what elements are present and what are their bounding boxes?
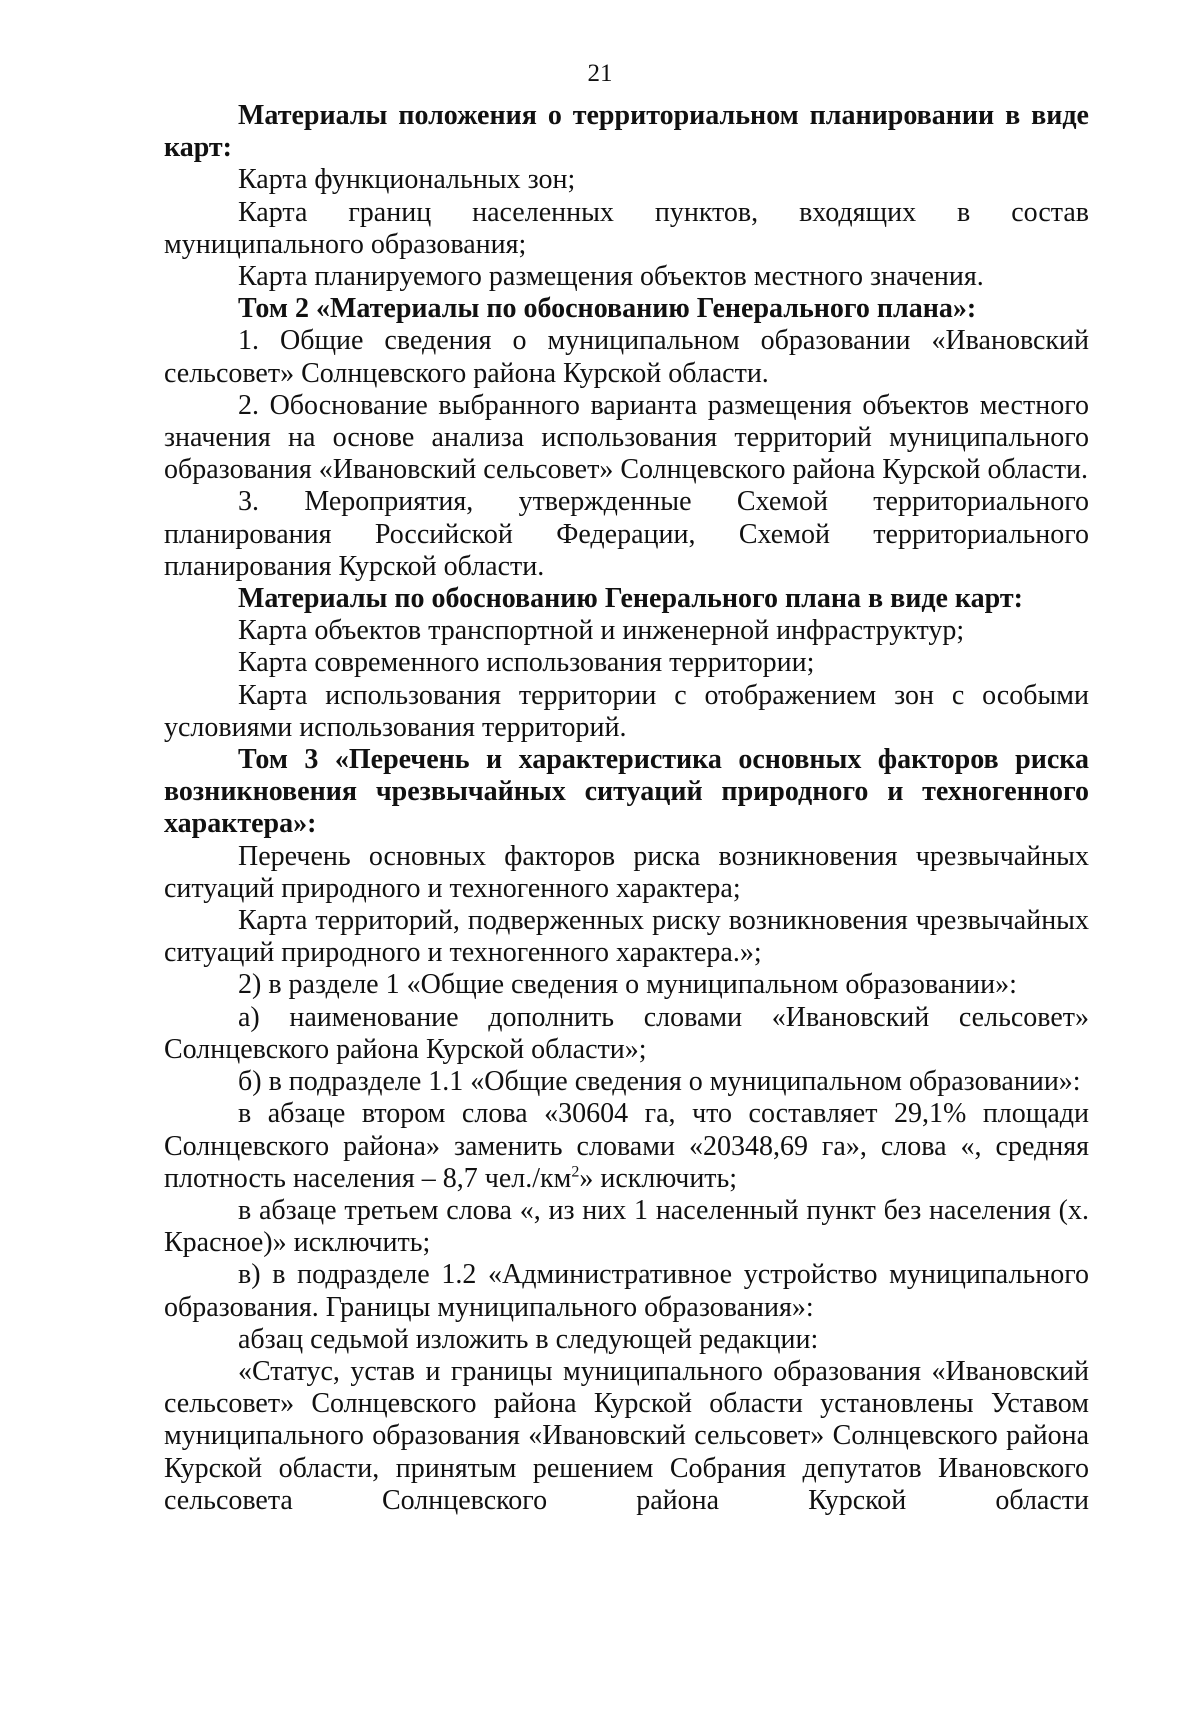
paragraph-density (164, 1098, 1089, 1195)
paragraph: Карта современного использования территории; (238, 647, 815, 679)
heading-volume-3: Том 3 «Перечень и характеристика основных факторов риска возникновения чрезвычайных ситуаций природного и техногенного характера»: (164, 744, 1089, 840)
paragraph: 2) в разделе 1 «Общие сведения о муниципальном образовании»: (238, 969, 1017, 1001)
paragraph-density-tail: » исключить; (579, 1162, 738, 1194)
paragraph: Перечень основных факторов риска возникновения чрезвычайных ситуаций природного и техногенного характера; (164, 840, 1089, 904)
paragraph: 1. Общие сведения о муниципальном образовании «Ивановский сельсовет» Солнцевского района Курской области. (164, 325, 1089, 389)
paragraph: абзац седьмой изложить в следующей редакции: (238, 1323, 819, 1355)
paragraph-quote: «Статус, устав и границы муниципального образования «Ивановский сельсовет» Солнцевского района Курской области установлены Уставом муниципального образования «Ивановский сельсовет» Солнцевского района Курской области, принятым решением Собрания депутатов Ивановского сельсовета Солнцевского района Курской области (164, 1355, 1089, 1516)
paragraph: Карта использования территории с отображением зон с особыми условиями использования территорий. (164, 679, 1089, 743)
page-number: 21 (587, 60, 613, 87)
paragraph: 2. Обоснование выбранного варианта размещения объектов местного значения на основе анализа использования территорий муниципального образования «Ивановский сельсовет» Солнцевского района Курской области. (164, 389, 1089, 486)
paragraph: Карта функциональных зон; (238, 164, 576, 196)
heading-maps-provision: Материалы положения о территориальном планировании в виде карт: (164, 100, 1089, 164)
document-body (164, 100, 1089, 1517)
heading-volume-2: Том 2 «Материалы по обоснованию Генерального плана»: (238, 293, 977, 325)
paragraph: в абзаце третьем слова «, из них 1 населенный пункт без населения (х. Красное)» исключить; (164, 1194, 1089, 1259)
paragraph: б) в подразделе 1.1 «Общие сведения о муниципальном образовании»: (238, 1066, 1081, 1098)
paragraph: а) наименование дополнить словами «Ивановский сельсовет» Солнцевского района Курской области»; (164, 1001, 1089, 1065)
paragraph: 3. Мероприятия, утвержденные Схемой территориального планирования Российской Федерации, Схемой территориального планирования Курской области. (164, 486, 1089, 582)
paragraph: Карта объектов транспортной и инженерной инфраструктур; (238, 615, 965, 647)
paragraph: Карта границ населенных пунктов, входящих в состав муниципального образования; (164, 196, 1089, 260)
heading-maps-justification: Материалы по обоснованию Генерального плана в виде карт: (238, 583, 1023, 615)
paragraph: Карта планируемого размещения объектов местного значения. (238, 261, 984, 293)
paragraph-density-text: в абзаце втором слова «30604 га, что составляет 29,1% площади Солнцевского района» заменить словами «20348,69 га», слова «, средняя плотность населения – 8,7 чел./км (164, 1098, 1089, 1194)
superscript: 2 (571, 1163, 580, 1181)
paragraph: Карта территорий, подверженных риску возникновения чрезвычайных ситуаций природного и техногенного характера.»; (164, 905, 1089, 969)
paragraph: в) в подразделе 1.2 «Административное устройство муниципального образования. Границы муниципального образования»: (164, 1259, 1089, 1323)
